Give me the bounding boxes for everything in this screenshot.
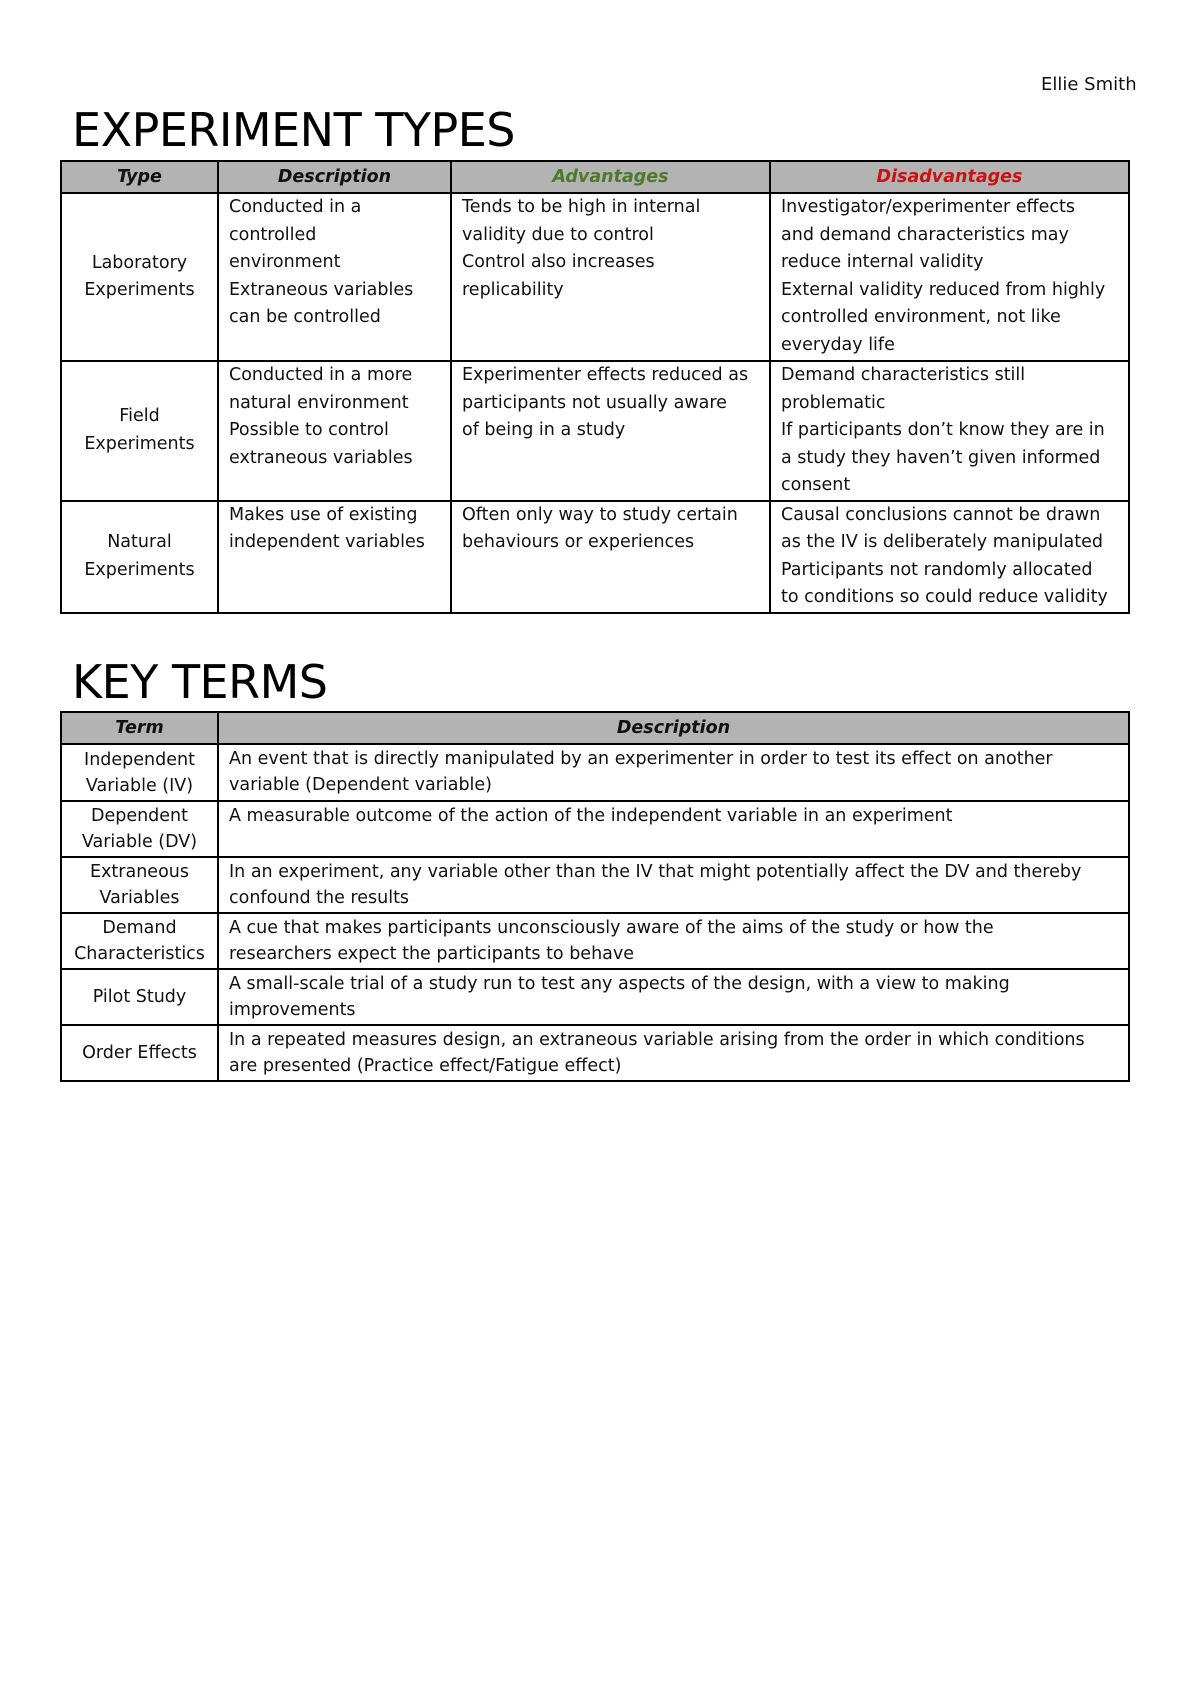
cell-line: Experimenter effects reduced as [462, 365, 749, 385]
table-row [61, 193, 1129, 361]
cell-line: Makes use of existing [229, 504, 418, 525]
cell-line: Often only way to study certain [462, 504, 738, 525]
cell-line: Characteristics [74, 944, 205, 964]
experiment-types-heading: EXPERIMENT TYPES [72, 103, 515, 157]
cell-line: Investigator/experimenter effects [781, 197, 1075, 217]
table-row [61, 1025, 1129, 1081]
cell-line: A small-scale trial of a study run to test any aspects of the design, with a view to making [229, 974, 1010, 994]
description-cell [218, 193, 451, 361]
type-cell [61, 501, 218, 613]
cell-line: Experiments [84, 433, 195, 454]
cell-line: Variables [99, 888, 180, 908]
cell-line: A measurable outcome of the action of the independent variable in an experiment [229, 806, 953, 826]
cell-line: Experiments [84, 559, 195, 580]
term-cell [61, 913, 218, 969]
advantages-cell [451, 193, 770, 361]
cell-line: problematic [781, 392, 886, 413]
description-cell [218, 501, 451, 613]
cell-line: An event that is directly manipulated by an experimenter in order to test its effect on another [229, 749, 1053, 769]
type-cell [61, 193, 218, 361]
term-description-cell [218, 801, 1129, 857]
advantages-cell [451, 501, 770, 613]
cell-line: extraneous variables [229, 447, 413, 468]
header-type: Type [61, 161, 218, 193]
cell-line: Independent [84, 749, 195, 770]
cell-line: Conducted in a [229, 197, 362, 217]
cell-line: validity due to control [462, 224, 654, 245]
experiment-types-table [60, 160, 1130, 614]
cell-line: researchers expect the participants to behave [229, 944, 635, 964]
cell-line: as the IV is deliberately manipulated [781, 532, 1103, 552]
cell-line: participants not usually aware [462, 392, 727, 413]
cell-line: improvements [229, 1000, 356, 1020]
table-row [61, 501, 1129, 613]
term-cell [61, 744, 218, 801]
cell-line: In an experiment, any variable other than the IV that might potentially affect the DV and thereby [229, 862, 1082, 882]
header-description: Description [218, 161, 451, 193]
cell-line: reduce internal validity [781, 252, 984, 272]
disadvantages-cell [770, 501, 1129, 613]
table-row [61, 744, 1129, 801]
cell-line: Extraneous variables [229, 279, 414, 300]
cell-line: Control also increases [462, 252, 655, 272]
cell-line: variable (Dependent variable) [229, 775, 493, 795]
term-description-cell [218, 969, 1129, 1025]
cell-line: Pilot Study [92, 987, 187, 1007]
cell-line: Extraneous [90, 862, 189, 882]
table-row [61, 913, 1129, 969]
cell-line: Natural [107, 532, 172, 552]
table-row [61, 857, 1129, 913]
cell-line: Conducted in a more [229, 365, 413, 385]
cell-line: Demand characteristics still [781, 365, 1026, 385]
term-description-cell [218, 913, 1129, 969]
cell-line: Demand [102, 918, 177, 938]
cell-line: a study they haven’t given informed [781, 447, 1101, 468]
cell-line: External validity reduced from highly [781, 279, 1106, 300]
key-terms-table [60, 711, 1130, 1082]
disadvantages-cell [770, 361, 1129, 501]
cell-line: and demand characteristics may [781, 224, 1069, 245]
term-cell [61, 857, 218, 913]
cell-line: Tends to be high in internal [462, 197, 701, 217]
cell-line: If participants don’t know they are in [781, 420, 1105, 440]
cell-line: Experiments [84, 280, 195, 300]
term-description-cell [218, 744, 1129, 801]
cell-line: Field [119, 406, 160, 427]
cell-line: Dependent [90, 806, 189, 826]
cell-line: can be controlled [229, 307, 381, 327]
disadvantages-cell [770, 193, 1129, 361]
term-cell [61, 1025, 218, 1081]
cell-line: everyday life [781, 334, 895, 355]
cell-line: Order Effects [82, 1043, 197, 1063]
author-name: Ellie Smith [1041, 74, 1137, 95]
term-description-cell [218, 1025, 1129, 1081]
cell-line: Causal conclusions cannot be drawn [781, 504, 1101, 525]
header-disadvantages: Disadvantages [770, 161, 1129, 193]
cell-line: In a repeated measures design, an extraneous variable arising from the order in which conditions [229, 1030, 1085, 1050]
table-row [61, 361, 1129, 501]
key-terms-header-row [61, 712, 1129, 744]
cell-line: Variable (DV) [81, 832, 198, 852]
cell-line: consent [781, 475, 851, 495]
cell-line: confound the results [229, 888, 410, 908]
cell-line: behaviours or experiences [462, 532, 695, 552]
cell-line: Variable (IV) [85, 775, 194, 796]
key-terms-heading: KEY TERMS [72, 655, 328, 709]
cell-line: Possible to control [229, 420, 389, 440]
cell-line: are presented (Practice effect/Fatigue effect) [229, 1056, 622, 1076]
cell-line: independent variables [229, 532, 425, 552]
header-term-description: Description [218, 712, 1129, 744]
cell-line: controlled [229, 224, 317, 245]
cell-line: A cue that makes participants unconsciously aware of the aims of the study or how the [229, 918, 994, 938]
table-row [61, 801, 1129, 857]
cell-line: to conditions so could reduce validity [781, 587, 1108, 607]
term-cell [61, 801, 218, 857]
cell-line: Laboratory [91, 252, 188, 273]
cell-line: replicability [462, 279, 564, 300]
term-cell [61, 969, 218, 1025]
advantages-cell [451, 361, 770, 501]
experiment-types-header-row [61, 161, 1129, 193]
type-cell [61, 361, 218, 501]
header-advantages: Advantages [451, 161, 770, 193]
cell-line: controlled environment, not like [781, 307, 1061, 327]
cell-line: Participants not randomly allocated [781, 559, 1093, 580]
cell-line: natural environment [229, 392, 409, 413]
table-row [61, 969, 1129, 1025]
description-cell [218, 361, 451, 501]
cell-line: of being in a study [462, 420, 626, 440]
term-description-cell [218, 857, 1129, 913]
cell-line: environment [229, 252, 341, 272]
header-term: Term [61, 712, 218, 744]
